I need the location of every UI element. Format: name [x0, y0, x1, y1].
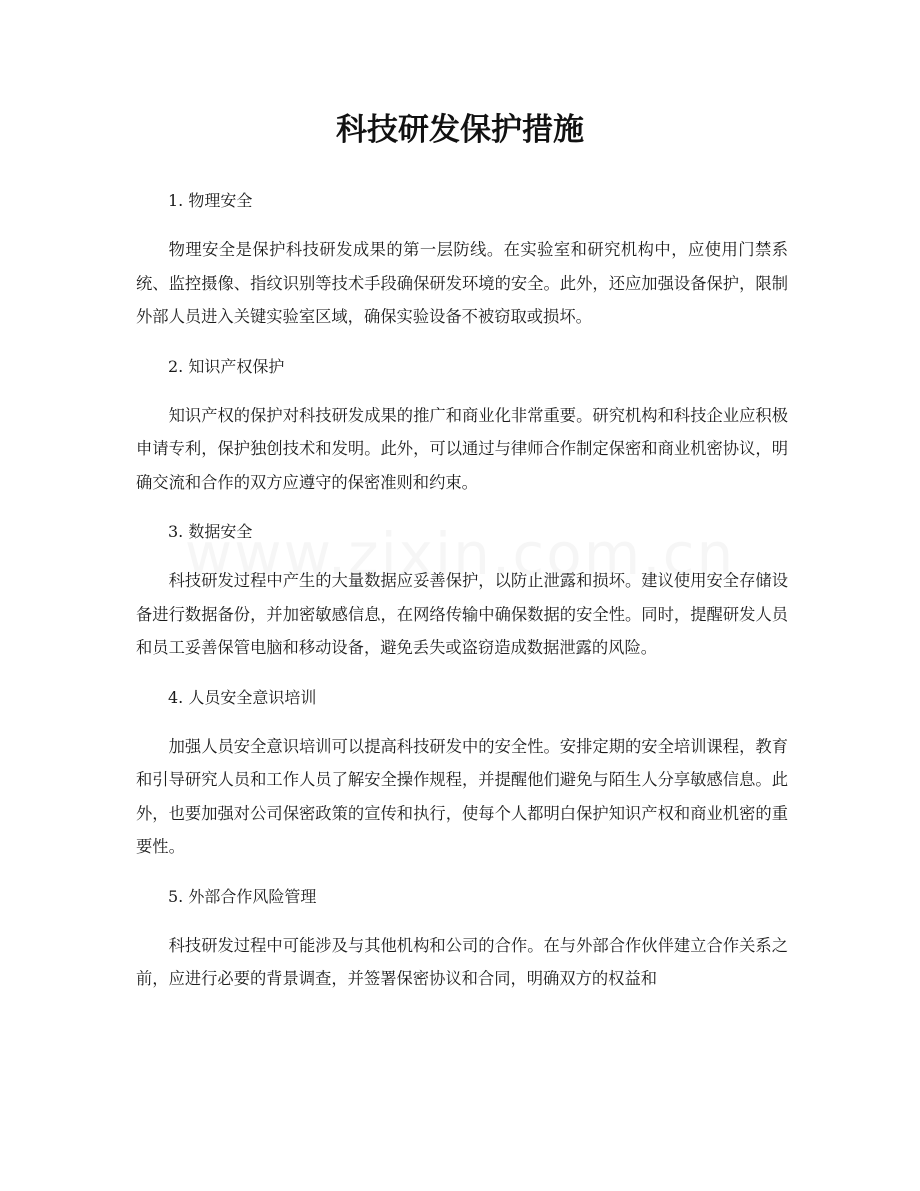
section-paragraph-physical-security: 物理安全是保护科技研发成果的第一层防线。在实验室和研究机构中，应使用门禁系统、监控摄像、指纹识别等技术手段确保研发环境的安全。此外，还应加强设备保护，限制外部人员进入关键实验室区域，确保实验设备不被窃取或损坏。 — [136, 240, 788, 326]
section-paragraph-external-cooperation: 科技研发过程中可能涉及与其他机构和公司的合作。在与外部合作伙伴建立合作关系之前，应进行必要的背景调查，并签署保密协议和合同，明确双方的权益和 — [136, 935, 788, 988]
section-paragraph-security-training: 加强人员安全意识培训可以提高科技研发中的安全性。安排定期的安全培训课程，教育和引导研究人员和工作人员了解安全操作规程，并提醒他们避免与陌生人分享敏感信息。此外，也要加强对公司保密政策的宣传和执行，使每个人都明白保护知识产权和商业机密的重要性。 — [136, 736, 788, 856]
section-heading-security-training: 4. 人员安全意识培训 — [168, 687, 317, 707]
section-paragraph-ip-protection: 知识产权的保护对科技研发成果的推广和商业化非常重要。研究机构和科技企业应积极申请专利，保护独创技术和发明。此外，可以通过与律师合作制定保密和商业机密协议，明确交流和合作的双方应遵守的保密准则和约束。 — [136, 405, 788, 492]
section-heading-physical-security: 1. 物理安全 — [168, 191, 253, 210]
section-heading-data-security: 3. 数据安全 — [168, 522, 253, 541]
section-heading-ip-protection: 2. 知识产权保护 — [168, 356, 285, 376]
document-title: 科技研发保护措施 — [336, 112, 584, 148]
section-paragraph-data-security: 科技研发过程中产生的大量数据应妥善保护，以防止泄露和损坏。建议使用安全存储设备进行数据备份，并加密敏感信息，在网络传输中确保数据的安全性。同时，提醒研发人员和员工妥善保管电脑和移动设备，避免丢失或盗窃造成数据泄露的风险。 — [136, 571, 788, 657]
document-body — [136, 184, 788, 1012]
section-heading-external-cooperation: 5. 外部合作风险管理 — [168, 886, 317, 906]
